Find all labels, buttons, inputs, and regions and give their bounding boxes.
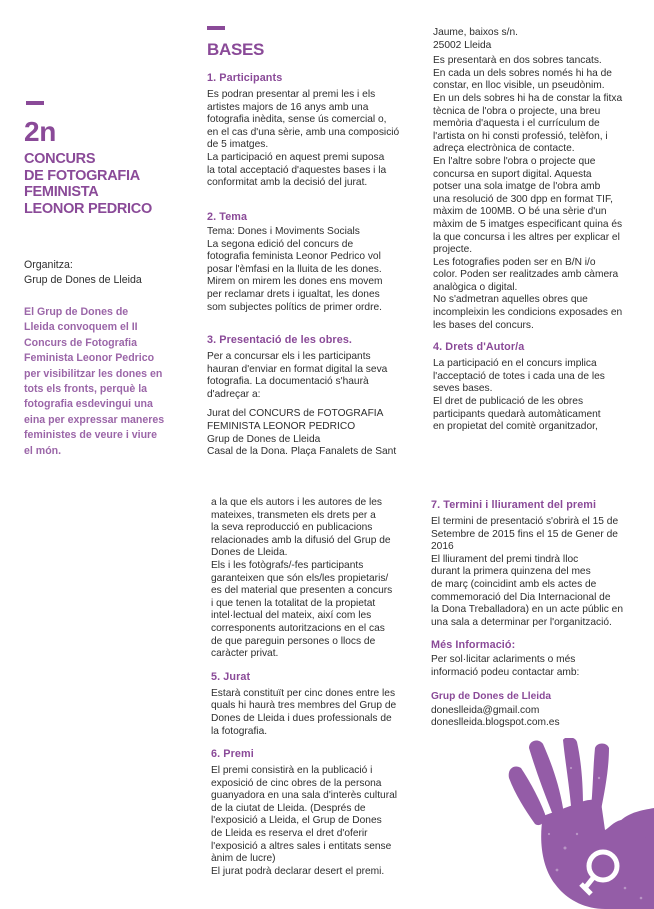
text-line: Els i les fotògrafs/-fes participants [211,559,364,571]
section-body [433,358,648,434]
text-line: Tema: Dones i Moviments Socials [207,226,360,237]
text-line: conformitat amb la decisió del jurat. [207,177,368,189]
text-line: En l'altre sobre l'obra o projecte que [433,155,596,167]
section-title: 6. Premi [211,748,254,761]
text-line: la total acceptació d'aquestes bases i la [207,164,387,176]
text-line: guanyadora en una sala d'interès cultural [211,790,398,802]
text-line: En cada un dels sobres només hi ha de [433,67,612,79]
text-line: som subjectes polítics de primer ordre. [207,301,382,313]
section-presentacio [207,334,422,459]
text-line: corresponents autoritzacions en el cas [211,622,385,634]
left-accent-bar [26,101,44,105]
intro-line: Feminista Leonor Pedrico [24,352,155,365]
text-line: la Dona Treballadora) en un acte públic en [431,604,623,616]
text-line: analògica o digital. [433,281,518,293]
text-line: les bases del concurs. [433,319,534,331]
text-line: de que pareguin persones o llocs de [211,635,376,647]
text-line: intel·lectual del mateix, així com les [211,610,372,622]
intro-line: fotografia esdevingui una [24,398,153,411]
bases-accent-bar [207,26,225,30]
text-line: 2016 [431,541,454,553]
text-line: la seva reproducció en publicacions [211,522,373,534]
text-line: una resolució de 300 dpp en format TIF, [433,193,613,205]
text-line: de la ciutat de Lleida. (Després de [211,802,366,814]
text-line: informació podeu contactar amb: [431,666,580,678]
section-body [207,226,422,314]
text-line: d'adreçar a: [207,388,261,400]
text-line: ànim de lucre) [211,853,276,865]
text-line: a la que els autors i les autores de les [211,497,383,508]
text-line: La participació en el concurs implica [433,358,597,370]
section-participants [207,72,422,190]
address-continuation [433,27,648,52]
text-line: de març (coincidint amb els actes de [431,578,597,590]
text-line: Per sol·licitar aclariments o més [431,654,576,666]
text-line: projecte. [433,244,473,256]
intro-line: per visibilitzar les dones en [24,367,163,380]
poster-title [24,151,204,217]
title-line: CONCURS [24,151,96,167]
text-line: l'acceptació de totes i cada una de les [433,370,605,382]
text-line: color. Poden ser realitzades amb càmera [433,269,619,281]
text-line: relacionades amb la difusió del Grup de [211,534,391,546]
text-line: Dones de Lleida i dues professionals de [211,712,392,724]
section-body [211,688,421,738]
text-line: En un dels sobres hi ha de constar la fitxa [433,92,623,104]
text-line: es del material que presenten a concurs [211,585,393,597]
text-line: Dones de Lleida. [211,547,288,559]
section-body [431,516,646,629]
middle-bottom-column [211,497,421,878]
text-line: caràcter privat. [211,648,279,660]
text-line: Jurat del CONCURS de FOTOGRAFIA [207,408,384,420]
text-line: El termini de presentació s'obrirà el 15 de [431,516,619,527]
text-line: en el cas d'una sèrie, amb una composició [207,126,400,138]
text-line: La participació en aquest premi suposa [207,151,385,163]
text-line: mateixes, transmeten els drets per a [211,509,376,521]
text-line: fotografia inèdita, sense ús comercial o, [207,114,387,126]
text-line: hauran d'enviar en format digital la seva [207,363,388,375]
text-line: El dret de publicació de les obres [433,396,584,408]
intro-paragraph [24,305,194,459]
text-line: Per a concursar els i les participants [207,351,371,362]
section-title: 4. Drets d'Autor/a [433,341,525,354]
text-line: per reclamar drets i igualtat, les dones [207,288,380,300]
presentation-details [433,55,648,332]
postal-address [207,408,422,458]
text-line: Grup de Dones de Lleida [207,433,321,445]
text-line: Es presentarà en dos sobres tancats. [433,55,602,67]
text-line: fotografia. La documentació s'haurà [207,376,369,388]
right-bottom-column [431,499,646,730]
organitza-block [24,258,142,288]
section-title: 7. Termini i lliurament del premi [431,499,597,511]
text-line: participants quedarà automàticament [433,408,601,420]
text-line: El lliurament del premi tindrà lloc [431,553,579,565]
contact-blog[interactable]: doneslleida.blogspot.com.es [431,717,560,729]
text-line: artistes majors de 16 anys amb una [207,101,369,113]
section-title: 5. Jurat [211,670,251,683]
text-line: una sala a determinar per l'organització. [431,616,612,628]
text-line: màxim de 100MB. O bé una sèrie d'un [433,206,607,218]
text-line: La segona edició del concurs de [207,238,354,250]
text-line: No s'admetran aquelles obres que [433,294,588,306]
title-line: DE FOTOGRAFIA [24,167,140,184]
text-line: incompleixin les condicions exposades en [433,307,623,319]
text-line: concursa en suport digital. Aquesta [433,168,592,180]
text-line: commemoració del Dia Internacional de [431,591,611,603]
contact-name: Grup de Dones de Lleida [431,690,552,702]
text-line: memòria d'aquesta i el currículum de [433,118,600,130]
section-body [211,765,421,878]
text-line: FEMINISTA LEONOR PEDRICO [207,420,356,432]
intro-line: eina per expressar maneres [24,413,165,426]
text-line: en propietat del comitè organitzador, [433,421,598,433]
intro-line: tots els fronts, perquè la [24,383,148,396]
text-line: El premi consistirà en la publicació i [211,765,373,777]
contact-email[interactable]: doneslleida@gmail.com [431,704,540,716]
text-line: l'exposició a altres sales i entitats sense [211,840,392,852]
text-line: Setembre de 2015 fins el 15 de Gener de [431,528,618,540]
text-line: Mirem on mirem les dones ens movem [207,276,383,288]
text-line: de 5 imatges. [207,139,269,151]
text-line: Jaume, baixos s/n. [433,27,518,38]
section-body [207,89,422,190]
text-line: la fotografia. [211,725,268,737]
text-line: Casal de la Dona. Plaça Fanalets de Sant [207,446,397,458]
text-line: adreça electrònica de contacte. [433,143,575,155]
organitza-value: Grup de Dones de Lleida [24,274,142,286]
intro-line: El Grup de Dones de [24,306,129,318]
rights-continuation [211,497,421,661]
text-line: i que tenen la totalitat de la propietat [211,597,376,609]
intro-line: Concurs de Fotografia [24,336,138,349]
hand-print-icon [505,738,654,909]
text-line: posar l'èmfasi en la lluita de les dones. [207,263,382,275]
text-line: 25002 Lleida [433,39,492,51]
text-line: garanteixen que són els/les propietaris/ [211,572,389,584]
text-line: Les fotografies poden ser en B/N i/o [433,256,596,268]
text-line: quals hi haurà tres membres del Grup de [211,700,397,712]
text-line: la que concursa i les altres per explicar el [433,231,620,243]
text-line: durant la primera quinzena del mes [431,566,591,578]
text-line: exposició de cinc obres de la persona [211,777,382,789]
intro-line: Lleida convoquem el II [24,321,138,334]
organitza-label: Organitza: [24,259,73,271]
section-title: 3. Presentació de les obres. [207,334,353,346]
section-title: 1. Participants [207,72,283,84]
text-line: Es podran presentar al premi les i els [207,89,376,100]
text-line: seves bases. [433,383,493,395]
text-line: constar, en lloc visible, un pseudònim. [433,80,605,92]
title-line: FEMINISTA [24,184,99,200]
text-line: Estarà constituït per cinc dones entre les [211,687,396,699]
bases-heading: BASES [207,40,265,59]
section-title: 2. Tema [207,211,248,223]
intro-line: feministes de veure i viure [24,429,158,442]
text-line: fotografia feminista Leonor Pedrico vol [207,251,381,263]
text-line: l'artista on hi consti professió, telèfon, i [433,130,608,142]
more-info-title: Més Informació: [431,639,516,652]
intro-line: el món. [24,444,62,457]
text-line: potser una sola imatge de l'obra amb [433,181,601,193]
text-line: l'exposició a Lleida, el Grup de Dones [211,815,382,827]
more-info-body [431,654,646,679]
text-line: tècnica de l'obra o projecte, una breu [433,105,601,117]
section-tema [207,211,422,314]
section-body [207,351,422,401]
text-line: màxim de 5 imatges especificant quina és [433,218,623,230]
text-line: de Lleida es reserva el dret d'oferir [211,828,368,840]
title-line: LEONOR PEDRICO [24,200,152,217]
right-top-column [433,27,648,434]
edition-number: 2n [24,116,57,147]
text-line: El jurat podrà declarar desert el premi. [211,865,385,877]
